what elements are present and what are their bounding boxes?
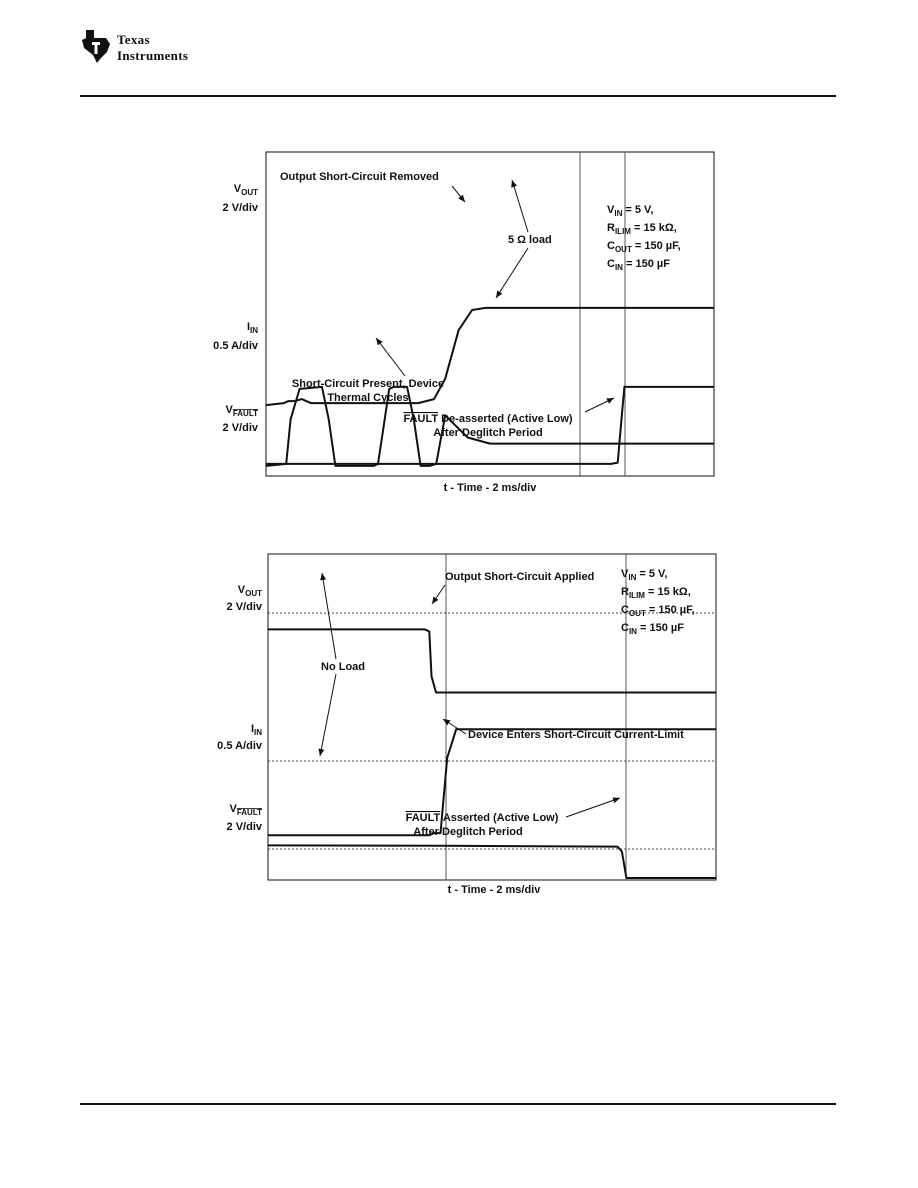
vout-scale: 2 V/div: [226, 601, 262, 613]
vfault-scale: 2 V/div: [222, 422, 258, 434]
annotation-fault-asserted: FAULT Asserted (Active Low): [405, 812, 559, 824]
logo-word-line1: Texas: [117, 32, 150, 47]
annotation-fault-deasserted: FAULT De-asserted (Active Low): [403, 413, 573, 425]
iin-scale: 0.5 A/div: [213, 340, 258, 352]
vfault-label: $V_{FAULT}$: [229, 803, 262, 817]
test-condition-1: $R_{ILIM} = 15$ kΩ,: [621, 586, 691, 600]
x-axis-label-2: t - Time - 2 ms/div: [447, 884, 541, 896]
arrow-short-applied-head: [432, 597, 438, 604]
test-condition-2: $C_{OUT} = 150$ µF,: [621, 604, 695, 618]
test-condition-3: $C_{IN} = 150$ µF: [621, 622, 684, 636]
annotation-deglitch-1: After Deglitch Period: [433, 427, 543, 439]
annotation-short-removed: Output Short-Circuit Removed: [280, 171, 439, 183]
vfault-scale: 2 V/div: [226, 821, 262, 833]
annotation-short-applied: Output Short-Circuit Applied: [445, 571, 595, 583]
arrow-no-load-vout: [322, 573, 336, 659]
annotation-deglitch-2: After Deglitch Period: [413, 826, 523, 838]
annotation-current-limit: Device Enters Short-Circuit Current-Limit: [468, 729, 684, 741]
logo-word-line2: Instruments: [117, 48, 189, 63]
iin-label: $I_{IN}$: [250, 723, 262, 737]
arrow-no-load-iin: [320, 674, 336, 756]
iin-scale: 0.5 A/div: [217, 740, 262, 752]
annotation-no-load: No Load: [321, 661, 365, 673]
test-condition-0: $V_{IN} = 5$ V,: [607, 204, 654, 218]
annotation-5-ohm-load: 5 Ω load: [508, 234, 552, 246]
test-condition-1: $R_{ILIM} = 15$ kΩ,: [607, 222, 677, 236]
arrow-fault-asserted: [566, 798, 620, 817]
vout-label: $V_{OUT}$: [233, 183, 258, 197]
arrow-no-load-iin-head: [318, 749, 324, 756]
trace-v-fault: [268, 845, 716, 878]
annotation-thermal-cycles: Thermal Cycles: [327, 392, 409, 404]
vout-scale: 2 V/div: [222, 202, 258, 214]
footer-rule: [80, 1103, 836, 1105]
arrow-fault-asserted-head: [612, 797, 620, 803]
vout-label: $V_{OUT}$: [237, 584, 262, 598]
vfault-label: $V_{FAULT}$: [225, 404, 258, 418]
x-axis-label-1: t - Time - 2 ms/div: [443, 482, 537, 494]
iin-label: $I_{IN}$: [246, 321, 258, 335]
arrow-current-limit-head: [443, 719, 451, 725]
arrow-no-load-vout-head: [320, 573, 326, 580]
annotation-short-present: Short-Circuit Present, Device: [291, 378, 445, 390]
test-condition-3: $C_{IN} = 150$ µF: [607, 258, 670, 272]
test-condition-0: $V_{IN} = 5$ V,: [621, 568, 668, 582]
test-condition-2: $C_{OUT} = 150$ µF,: [607, 240, 681, 254]
